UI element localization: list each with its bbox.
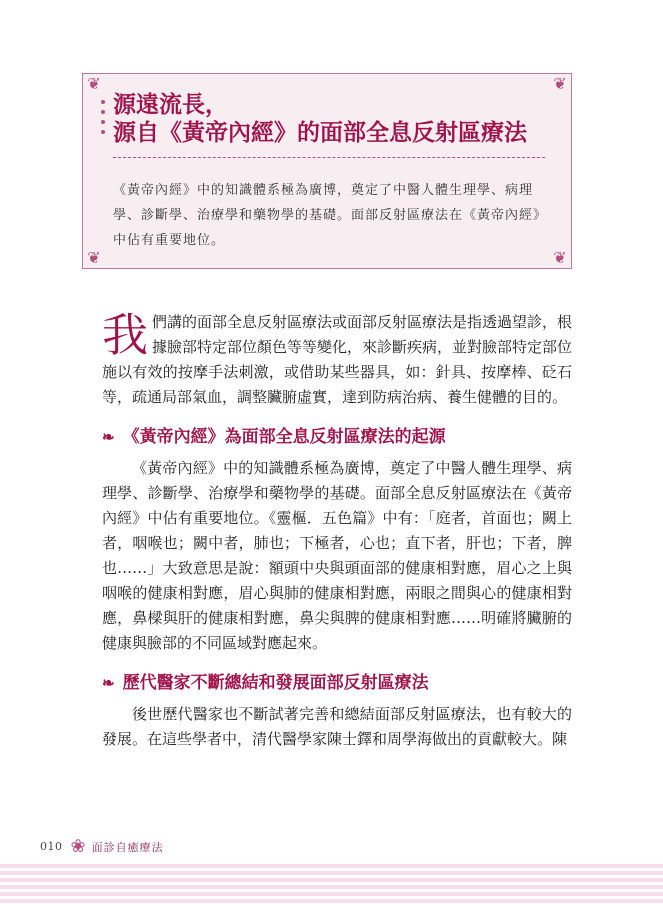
lotus-icon: ❀ (70, 836, 86, 857)
drop-cap: 我 (102, 308, 148, 362)
section-heading-origin (102, 424, 572, 450)
corner-ornament-icon: ❦ (87, 74, 101, 93)
opening-paragraph-text: 們講的面部全息反射區療法或面部反射區療法是指透過望診，根據臉部特定部位顏色等等變化，來診斷疾病，並對臉部特定部位施以有效的按摩手法刺激，或借助某些器具，如：針具、按摩棒、砭石等，疏通局部氣血，調整臟腑虛實，達到防病治病、養生健體的目的。 (102, 313, 573, 406)
scroll-ornament-icon: ❧ (102, 428, 115, 446)
section-heading-text: 《黃帝內經》為面部全息反射區療法的起源 (122, 427, 446, 447)
corner-ornament-icon: ❦ (553, 248, 567, 267)
intro-title (113, 91, 563, 147)
title-dots-icon (101, 100, 109, 140)
corner-ornament-icon: ❦ (87, 248, 101, 267)
intro-box (82, 73, 572, 269)
opening-paragraph (102, 310, 572, 410)
intro-title-line1: 源遠流長， (113, 91, 228, 118)
section-paragraph-origin: 《黃帝內經》中的知識體系極為廣博，奠定了中醫人體生理學、病理學、診斷學、治療學和藥物學的基礎。面部全息反射區療法在《黃帝內經》中佔有重要地位。《靈樞．五色篇》中有：「庭者，首面也；闕上者，咽喉也；闕中者，肺也；下極者，心也；直下者，肝也；下者，脾也……」大致意思是說：額頭中央與頭面部的健康相對應，眉心之上與咽喉的健康相對應，眉心與肺的健康相對應，兩眼之間與心的健康相對應，鼻樑與肝的健康相對應，鼻尖與脾的健康相對應……明確將臟腑的健康與臉部的不同區域對應起來。 (102, 459, 572, 652)
intro-title-line2: 源自《黃帝內經》的面部全息反射區療法 (113, 119, 527, 146)
corner-ornament-icon: ❦ (553, 74, 567, 93)
title-divider (113, 157, 545, 158)
section-heading-development (102, 670, 572, 696)
footer-band (0, 864, 663, 904)
book-title: 面診自癒療法 (91, 840, 164, 854)
scroll-ornament-icon: ❧ (102, 674, 115, 692)
main-content (102, 310, 572, 752)
page-number: 010 (40, 840, 63, 853)
section-heading-text: 歷代醫家不斷總結和發展面部反射區療法 (122, 673, 429, 693)
section-paragraph-development: 後世歷代醫家也不斷試著完善和總結面部反射區療法，也有較大的發展。在這些學者中，清代醫學家陳士鐸和周學海做出的貢獻較大。陳 (102, 705, 572, 748)
intro-text: 《黃帝內經》中的知識體系極為廣博，奠定了中醫人體生理學、病理學、診斷學、治療學和藥物學的基礎。面部反射區療法在《黃帝內經》中佔有重要地位。 (113, 183, 541, 248)
page-footer (40, 836, 164, 857)
